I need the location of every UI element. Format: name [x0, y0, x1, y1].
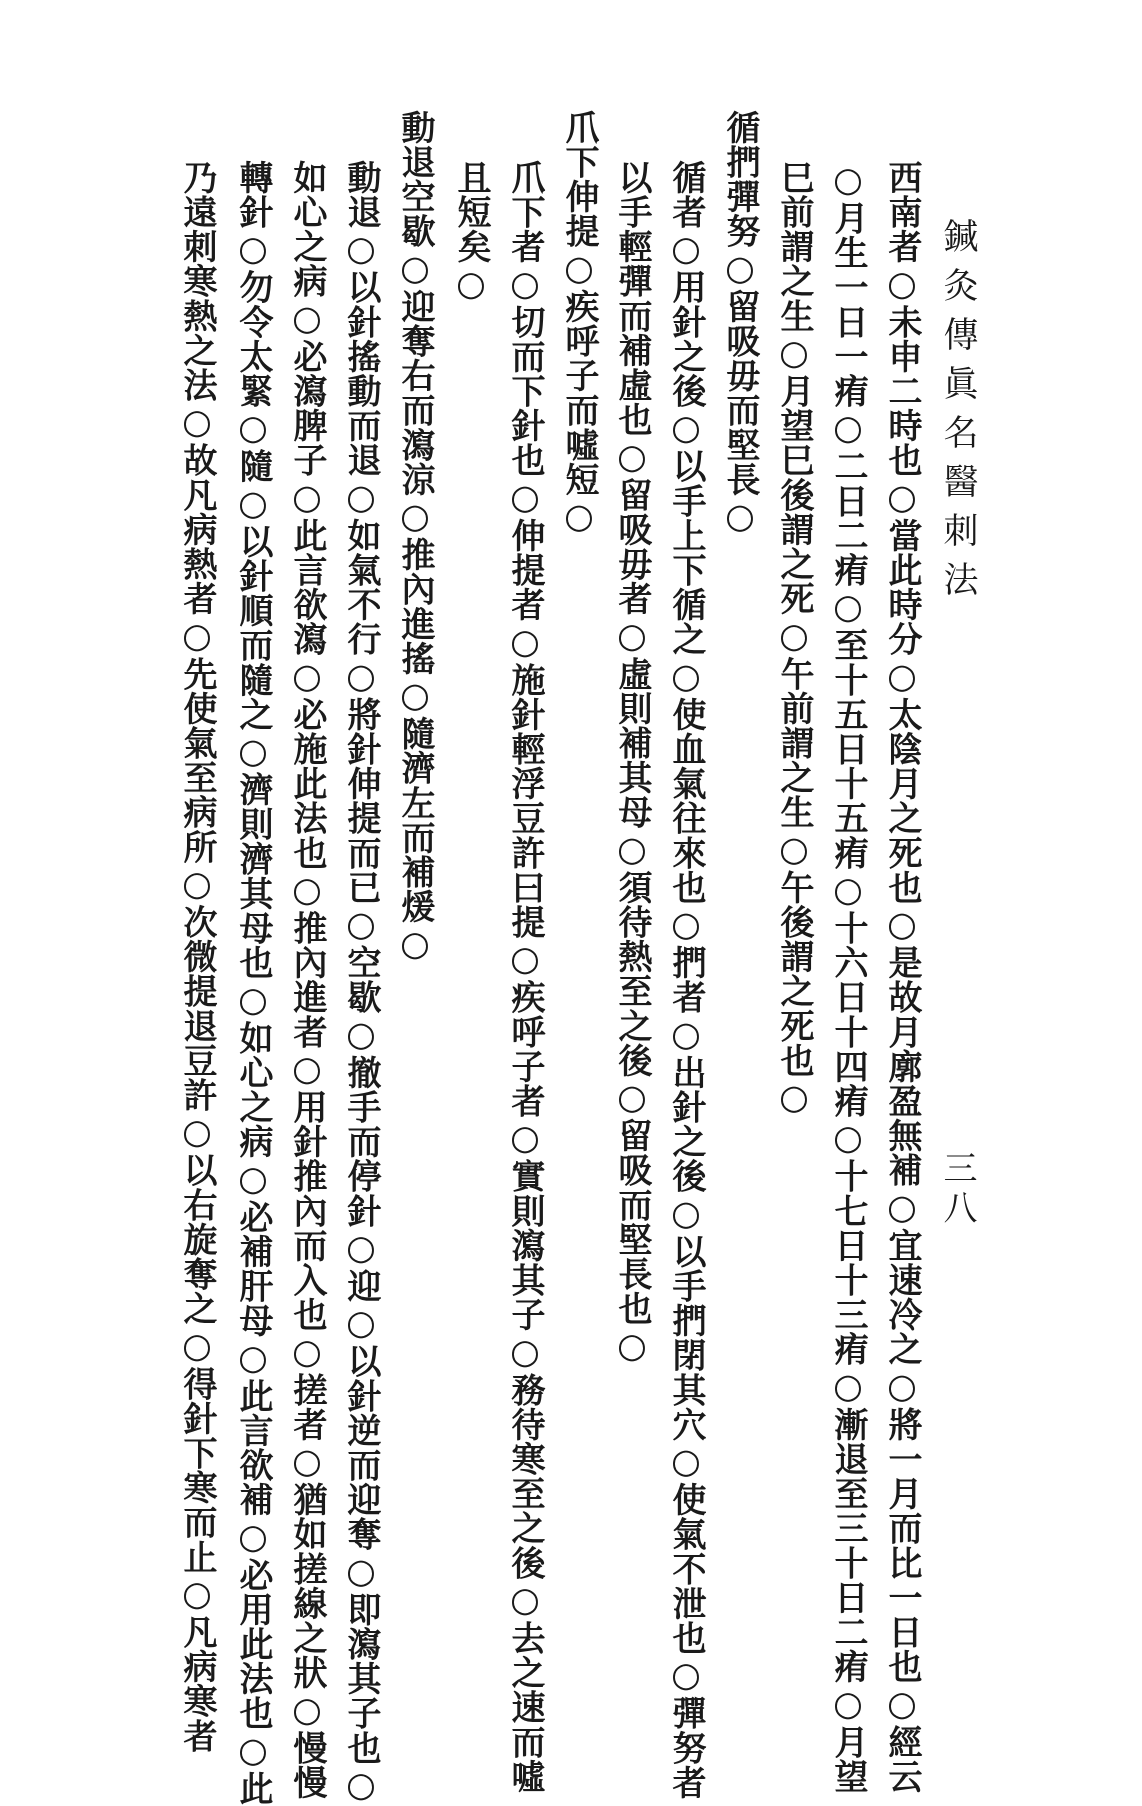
text-column-14: 乃遠刺寒熱之法○故凡病熱者○先使氣至病所○次微提退豆許○以右旋奪之○得針下寒而止○凡病寒者	[177, 160, 217, 1753]
section-heading-1: 循捫彈努○留吸毋而堅長○	[720, 110, 760, 538]
text-column-6: 以手輕彈而補虛也○留吸毋者○虛則補其母○須待熱至之後○留吸而堅長也○	[612, 160, 652, 1367]
text-column-1: 西南者○未申二時也○當此時分○太陰月之死也○是故月廓盈無補○宜速冷之○將一月而比一日也○經云	[882, 160, 922, 1794]
section-heading-2: 爪下伸提○疾呼子而噓短○	[559, 110, 599, 538]
text-column-11: 動退○以針搖動而退○如氣不行○將針伸提而已○空歇○撤手而停針○迎○以針逆而迎奪○即瀉其子也○	[341, 160, 381, 1806]
text-column-3: 巳前謂之生○月望巳後謂之死○午前謂之生○午後謂之死也○	[774, 160, 814, 1119]
section-heading-3: 動退空歇○迎奪右而瀉涼○推內進搖○隨濟左而補煖○	[395, 110, 435, 965]
text-column-13: 轉針○勿令太緊○隨○以針順而隨之○濟則濟其母也○如心之病○必補肝母○此言欲補○必用此法也○此	[233, 160, 273, 1806]
text-column-9: 且短矣○	[451, 160, 491, 305]
page-number: 三八	[937, 1150, 977, 1230]
text-column-5: 循者○用針之後○以手上下循之○使血氣往來也○捫者○出針之後○以手捫閉其穴○使氣不泄也○彈努者	[666, 160, 706, 1800]
page-title: 鍼灸傳眞名醫刺法	[938, 218, 978, 610]
text-column-12: 如心之病○必瀉脾子○此言欲瀉○必施此法也○推內進者○用針推內而入也○搓者○猶如搓線之狀○慢慢	[287, 160, 327, 1800]
text-column-2: ○月生一日一痏○二日二痏○至十五日十五痏○十六日十四痏○十七日十三痏○漸退至三十日二痏○月望	[828, 160, 868, 1794]
text-column-8: 爪下者○切而下針也○伸提者○施針輕浮豆許曰提○疾呼子者○實則瀉其子○務待寒至之後○去之速而噓	[505, 160, 545, 1794]
